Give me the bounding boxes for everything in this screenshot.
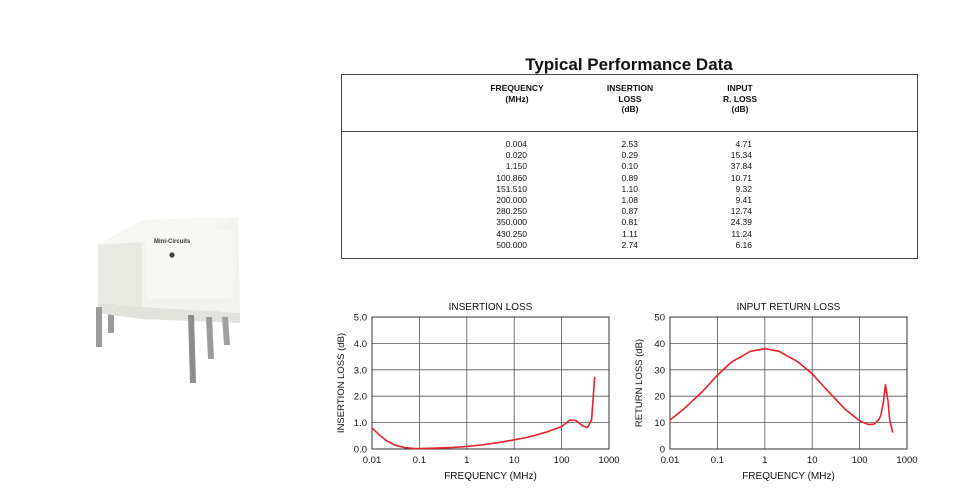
page-title: Typical Performance Data (525, 55, 733, 74)
x-tick-label: 0.01 (362, 455, 382, 466)
x-tick-label: 1000 (598, 455, 620, 466)
header-insertion-loss: INSERTION LOSS (dB) (606, 83, 654, 114)
y-tick-label: 50 (654, 312, 665, 324)
table-cell: 1.150 (505, 161, 527, 172)
table-cell: 2.53 (621, 139, 638, 149)
y-tick-label: 4.0 (353, 338, 367, 350)
performance-table (341, 74, 918, 259)
x-tick-label: 0.1 (412, 455, 427, 466)
table-cell: 1.11 (622, 228, 638, 239)
table-cell: 0.87 (621, 206, 638, 217)
y-tick-label: 2.0 (353, 391, 367, 403)
table-cell: 0.29 (621, 150, 638, 161)
y-tick-label: 1.0 (353, 418, 367, 430)
plot-frame (372, 317, 609, 449)
table-cell: 24.39 (730, 217, 752, 228)
chart-title: INSERTION LOSS (448, 302, 533, 313)
table-cell: 1.08 (621, 194, 638, 205)
x-tick-label: 1 (464, 455, 470, 466)
table-cell: 4.71 (735, 139, 752, 149)
table-cell: 11.24 (731, 228, 752, 239)
table-cell: 2.74 (621, 239, 638, 250)
chart-title: INPUT RETURN LOSS (736, 302, 841, 313)
table-cell: 6.16 (735, 239, 752, 250)
table-cell: 1.10 (621, 183, 638, 194)
column-insertion-loss (592, 139, 638, 251)
header-frequency: FREQUENCY (MHz) (490, 83, 544, 104)
y-tick-label: 5.0 (353, 312, 367, 324)
table-cell: 0.10 (621, 161, 638, 172)
x-tick-label: 1 (762, 455, 768, 466)
y-tick-label: 30 (654, 365, 665, 377)
y-tick-label: 10 (654, 418, 665, 430)
x-tick-label: 0.01 (660, 455, 680, 466)
x-tick-label: 100 (553, 455, 570, 466)
x-tick-label: 1000 (896, 455, 918, 466)
table-cell: 0.81 (621, 217, 638, 228)
brand-label: Mini-Circuits (154, 239, 191, 245)
insertion-loss-chart (330, 296, 620, 488)
table-divider (342, 131, 917, 132)
table-cell: 500.000 (496, 239, 527, 250)
y-tick-label: 3.0 (353, 365, 367, 377)
table-cell: 0.020 (505, 150, 527, 161)
return-loss-chart (628, 296, 918, 488)
table-cell: 100.860 (496, 172, 527, 183)
table-cell: 280.250 (496, 206, 527, 217)
table-cell: 200.000 (496, 194, 527, 205)
table-cell: 37.84 (730, 161, 752, 172)
x-axis-label: FREQUENCY (MHz) (742, 471, 835, 482)
x-axis-label: FREQUENCY (MHz) (444, 471, 537, 482)
table-cell: 151.510 (496, 183, 527, 194)
x-tick-label: 0.1 (710, 455, 725, 466)
table-cell: 430.250 (496, 228, 527, 239)
y-tick-label: 40 (654, 338, 665, 350)
table-cell: 9.41 (735, 194, 752, 205)
table-cell: 9.32 (735, 183, 752, 194)
column-return-loss (697, 139, 752, 251)
y-tick-label: 0 (659, 444, 665, 456)
table-cell: 15.34 (730, 150, 752, 161)
table-cell: 0.89 (621, 172, 638, 183)
product-image (80, 195, 260, 385)
table-cell: 10.71 (730, 172, 752, 183)
x-tick-label: 10 (508, 455, 520, 466)
y-tick-label: 0.0 (353, 444, 367, 456)
x-tick-label: 10 (806, 455, 818, 466)
table-cell: 350.000 (496, 217, 527, 228)
header-return-loss: INPUT R. LOSS (dB) (722, 83, 757, 114)
column-frequency (482, 139, 527, 251)
y-tick-label: 20 (654, 391, 665, 403)
table-cell: 0.004 (505, 139, 527, 149)
x-tick-label: 100 (851, 455, 868, 466)
plot-frame (670, 317, 907, 449)
y-axis-label: INSERTION LOSS (dB) (336, 332, 347, 434)
y-axis-label: RETURN LOSS (dB) (634, 338, 645, 428)
table-cell: 12.74 (730, 206, 752, 217)
